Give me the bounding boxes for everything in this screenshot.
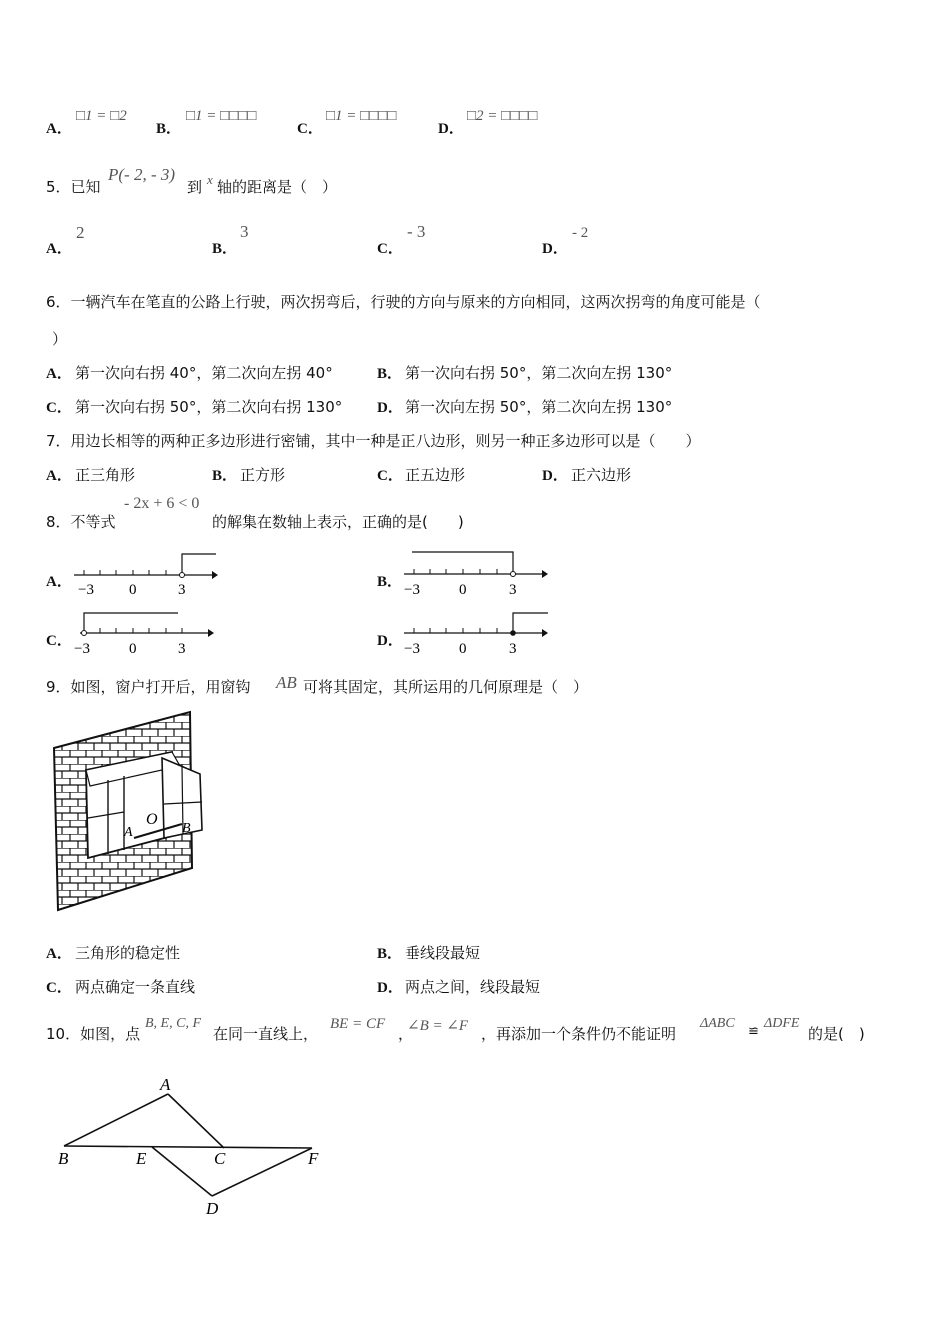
q6-option-c-text: 第一次向右拐 50°，第二次向右拐 130° [75, 398, 343, 416]
tick-marks [84, 570, 182, 575]
q9-option-c-label: C． [46, 980, 72, 996]
q8-option-d-label: D． [377, 633, 403, 649]
label-b: B [182, 821, 191, 836]
q7-option-a-text: 正三角形 [75, 466, 136, 484]
q6-stem-line2: ） [52, 330, 68, 348]
tick-label-3: 3 [178, 641, 186, 657]
q9-math-ab: AB [276, 673, 297, 692]
arrow-head [212, 571, 218, 579]
arrow-head [542, 629, 548, 637]
q5-option-c-value: - 3 [407, 222, 426, 241]
q5-pre: 已知 [70, 178, 101, 196]
open-point [82, 631, 87, 636]
line-bf [64, 1146, 312, 1148]
q8-option-d-numberline [400, 606, 550, 660]
q7-option-b-label: B． [212, 468, 238, 484]
q5-option-a-value: 2 [76, 223, 85, 242]
tick-label-neg3: −3 [78, 582, 94, 598]
q4-option-d-math: □2 = □□□□ [467, 108, 538, 124]
open-point [180, 573, 185, 578]
tick-label-neg3: −3 [404, 582, 420, 598]
solution-bracket [412, 552, 513, 571]
q9-option-c-text: 两点确定一条直线 [75, 978, 196, 996]
q9-window-figure [50, 708, 210, 914]
q6-option-a-text: 第一次向右拐 40°，第二次向左拐 40° [75, 364, 333, 382]
q10-mid2: ，再添加一个条件仍不能证明 [481, 1025, 677, 1043]
q8-option-b-numberline [400, 548, 550, 600]
q8-option-c-numberline [70, 608, 220, 660]
q7-option-a-label: A． [46, 468, 72, 484]
label-a: A [124, 825, 133, 840]
q8-post: 的解集在数轴上表示，正确的是( ) [212, 513, 464, 531]
q10-points: B, E, C, F [145, 1016, 201, 1031]
q4-option-b-label: B． [156, 121, 182, 137]
q8-pre: 8．不等式 [46, 513, 116, 531]
q5-number: 5． [46, 178, 71, 196]
q9-pre: 9．如图，窗户打开后，用窗钩 [46, 678, 251, 696]
tick-marks [100, 628, 182, 633]
question-5 [46, 176, 101, 197]
arrow-head [542, 570, 548, 578]
tick-label-0: 0 [129, 641, 137, 657]
q10-tri1: ΔABC [700, 1016, 735, 1031]
segment-ed [152, 1147, 212, 1196]
q9-option-d-text: 两点之间，线段最短 [405, 978, 541, 996]
q9-option-a-text: 三角形的稳定性 [75, 944, 181, 962]
q10-cond2: ∠B = ∠F [407, 1018, 469, 1034]
tick-label-3: 3 [509, 641, 517, 657]
label-f: F [308, 1149, 319, 1168]
q5-mid: 到 [187, 178, 203, 196]
segment-ba [64, 1094, 168, 1146]
q8-option-c-label: C． [46, 633, 72, 649]
tick-marks [414, 628, 497, 633]
q6-option-d-text: 第一次向左拐 50°，第二次向左拐 130° [405, 398, 673, 416]
q5-option-b-value: 3 [240, 222, 249, 241]
q4-option-b-math: □1 = □□□□ [186, 108, 257, 124]
q10-tri2: ΔDFE [764, 1016, 800, 1031]
q10-triangle-figure [50, 1068, 340, 1224]
q10-cond1: BE = CF [330, 1016, 386, 1032]
q5-option-a-label: A． [46, 241, 72, 257]
label-c: C [214, 1149, 226, 1168]
q7-option-d-label: D． [542, 468, 568, 484]
solution-bracket [84, 613, 178, 630]
segment-ac [168, 1094, 224, 1148]
q5-option-d-label: D． [542, 241, 568, 257]
q6-option-d-label: D． [377, 400, 403, 416]
tick-marks [414, 569, 513, 574]
q5-post: 轴的距离是（ ） [217, 178, 338, 196]
solution-bracket [182, 554, 216, 572]
q10-congruent-sign: ≌ [748, 1024, 759, 1039]
tick-label-0: 0 [129, 582, 137, 598]
open-point [511, 572, 516, 577]
q4-option-c-label: C． [297, 121, 323, 137]
q10-sep: ， [398, 1025, 414, 1043]
q9-option-d-label: D． [377, 980, 403, 996]
q6-option-a-label: A． [46, 366, 72, 382]
q8-option-a-numberline [70, 550, 220, 600]
tick-label-neg3: −3 [74, 641, 90, 657]
label-d: D [206, 1199, 219, 1218]
q10-post: 的是( ) [808, 1025, 865, 1043]
q4-option-c-math: □1 = □□□□ [326, 108, 397, 124]
tick-label-0: 0 [459, 641, 467, 657]
q8-option-b-label: B． [377, 574, 403, 590]
q8-option-a-label: A． [46, 574, 72, 590]
q5-axis: x [207, 172, 213, 187]
q9-option-a-label: A． [46, 946, 72, 962]
q6-stem-line1: 6．一辆汽车在笔直的公路上行驶，两次拐弯后，行驶的方向与原来的方向相同，这两次拐弯的角度可能是（ [46, 293, 761, 311]
tick-label-neg3: −3 [404, 641, 420, 657]
q10-mid1: 在同一直线上， [213, 1025, 319, 1043]
q6-option-c-label: C． [46, 400, 72, 416]
q8-inequality: - 2x + 6 < 0 [124, 495, 200, 512]
label-b: B [58, 1149, 69, 1168]
q4-option-a-math: □1 = □2 [76, 108, 127, 124]
label-e: E [136, 1149, 147, 1168]
arrow-head [208, 629, 214, 637]
q7-option-b-text: 正方形 [240, 466, 286, 484]
closed-point [510, 630, 516, 636]
q4-option-a-label: A． [46, 121, 72, 137]
tick-label-3: 3 [178, 582, 186, 598]
q4-option-d-label: D． [438, 121, 464, 137]
label-o: O [146, 811, 158, 828]
segment-df [212, 1148, 312, 1196]
tick-label-3: 3 [509, 582, 517, 598]
q9-option-b-text: 垂线段最短 [405, 944, 481, 962]
q7-option-c-text: 正五边形 [405, 466, 466, 484]
q9-post: 可将其固定，其所运用的几何原理是（ ） [303, 678, 589, 696]
q7-option-c-label: C． [377, 468, 403, 484]
q5-option-b-label: B． [212, 241, 238, 257]
q6-option-b-text: 第一次向右拐 50°，第二次向左拐 130° [405, 364, 673, 382]
q6-option-b-label: B． [377, 366, 403, 382]
tick-label-0: 0 [459, 582, 467, 598]
label-a: A [160, 1075, 171, 1094]
q5-point: P(- 2, - 3) [108, 165, 176, 184]
q5-option-d-value: - 2 [572, 225, 589, 241]
q7-option-d-text: 正六边形 [571, 466, 632, 484]
q7-stem: 7．用边长相等的两种正多边形进行密铺，其中一种是正八边形，则另一种正多边形可以是（ ） [46, 432, 701, 450]
q9-option-b-label: B． [377, 946, 403, 962]
q5-option-c-label: C． [377, 241, 403, 257]
q10-pre: 10．如图，点 [46, 1025, 141, 1043]
